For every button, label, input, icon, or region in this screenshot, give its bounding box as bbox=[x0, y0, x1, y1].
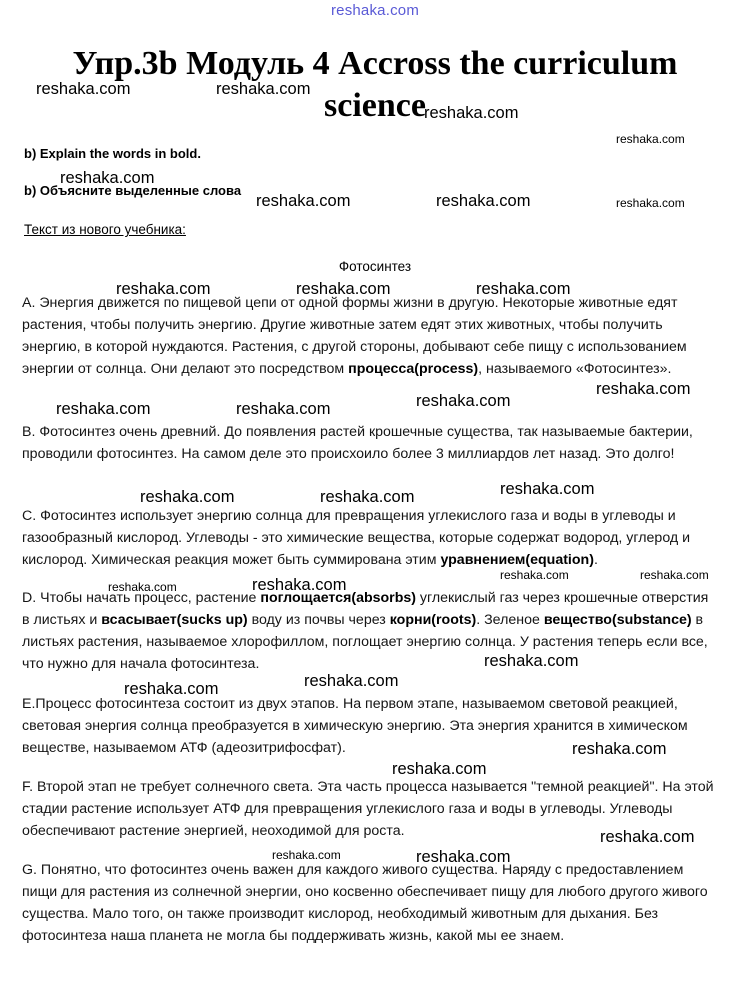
watermark: reshaka.com bbox=[600, 828, 695, 846]
paragraph-c bbox=[22, 505, 718, 571]
bold-term: уравнением(equation) bbox=[440, 552, 594, 568]
watermark: reshaka.com bbox=[256, 192, 351, 210]
watermark: reshaka.com bbox=[36, 80, 131, 98]
watermark: reshaka.com bbox=[304, 672, 399, 690]
paragraph-text: воду из почвы через bbox=[247, 612, 390, 628]
watermark: reshaka.com bbox=[124, 680, 219, 698]
watermark: reshaka.com bbox=[616, 132, 685, 146]
paragraph-text: E.Процесс фотосинтеза состоит из двух этапов. На первом этапе, называемом световой реакцией, световая энергия солнца преобразуется в химическую энергию. Эта энергия хранится в химическом веществе, называемом АТФ (адеозитрифосфат). bbox=[22, 696, 688, 756]
watermark: reshaka.com bbox=[60, 169, 155, 187]
watermark: reshaka.com bbox=[436, 192, 531, 210]
watermark: reshaka.com bbox=[616, 196, 685, 210]
watermark: reshaka.com bbox=[108, 580, 177, 594]
paragraph-text: C. Фотосинтез использует энергию солнца для превращения углекислого газа и воды в углеводы и газообразный кислород. Углеводы - это химические вещества, которые содержат водород, углерод и кислород. Химическая реакция может быть суммирована этим bbox=[22, 508, 691, 568]
watermark: reshaka.com bbox=[272, 848, 341, 862]
paragraph-a bbox=[22, 292, 718, 380]
watermark: reshaka.com bbox=[484, 652, 579, 670]
instruction-russian: b) Объясните выделенные слова bbox=[24, 183, 242, 198]
watermark: reshaka.com bbox=[252, 576, 347, 594]
bold-term: всасывает(sucks up) bbox=[101, 612, 248, 628]
paragraph-text: D. Чтобы начать процесс, растение bbox=[22, 590, 261, 606]
text-source-label: Текст из нового учебника: bbox=[24, 222, 186, 237]
bold-term: вещество(substance) bbox=[543, 612, 692, 628]
bold-term: корни(roots) bbox=[389, 612, 477, 628]
watermark: reshaka.com bbox=[640, 568, 709, 582]
paragraph-text: F. Второй этап не требует солнечного света. Эта часть процесса называется "темной реакцией". На этой стадии растение использует АТФ для превращения углекислого газа и воды в углеводы. Углеводы обеспечивают растение энергией, неоходимой для роста. bbox=[22, 779, 714, 839]
watermark: reshaka.com bbox=[596, 380, 691, 398]
page-title: Упр.3b Модуль 4 Accross the curriculum bbox=[72, 45, 678, 82]
paragraph-text: , называемого «Фотосинтез». bbox=[478, 361, 672, 377]
paragraph-text: G. Понятно, что фотосинтез очень важен для каждого живого существа. Наряду с предоставлением пищи для растения из солнечной энергии, оно косвенно обеспечивает пищу для любого другого живого существа. Мало того, он также производит кислород, необходимый животным для дыхания. Без фотосинтеза наша планета не могла бы поддерживать жизнь, какой мы ее знаем. bbox=[22, 862, 708, 944]
watermark: reshaka.com bbox=[572, 740, 667, 758]
watermark: reshaka.com bbox=[476, 280, 571, 298]
watermark: reshaka.com bbox=[500, 568, 569, 582]
watermark: reshaka.com bbox=[320, 488, 415, 506]
paragraph-g bbox=[22, 859, 718, 947]
watermark: reshaka.com bbox=[236, 400, 331, 418]
paragraph-text: в листьях растения, называемое хлорофиллом, поглощает энергию солнца. У растения теперь если все, что нужно для начала фотосинтеза. bbox=[22, 612, 708, 672]
paragraph-text: A. Энергия движется по пищевой цепи от одной формы жизни в другую. Некоторые животные едят растения, чтобы получить энергию. Другие животные затем едят этих животных, чтобы получить энергию, в которой нуждаются. Растения, с другой стороны, добывают себе пищу с использованием энергии от солнца. Они делают это посредством bbox=[22, 295, 687, 377]
watermark: reshaka.com bbox=[416, 392, 511, 410]
paragraph-d bbox=[22, 587, 718, 675]
watermark: reshaka.com bbox=[140, 488, 235, 506]
watermark: reshaka.com bbox=[500, 480, 595, 498]
watermark: reshaka.com bbox=[116, 280, 211, 298]
site-link[interactable]: reshaka.com bbox=[330, 2, 420, 19]
watermark: reshaka.com bbox=[216, 80, 311, 98]
bold-term: процесса(process) bbox=[348, 361, 479, 377]
paragraph-b bbox=[22, 421, 718, 465]
article-heading: Фотосинтез bbox=[338, 259, 412, 274]
bold-term: поглощается(absorbs) bbox=[260, 590, 416, 606]
page-title-second-line: science bbox=[324, 87, 426, 124]
instruction-english: b) Explain the words in bold. bbox=[24, 146, 201, 161]
watermark: reshaka.com bbox=[392, 760, 487, 778]
paragraph-text: . bbox=[593, 552, 598, 568]
paragraph-text: . Зеленое bbox=[476, 612, 544, 628]
watermark: reshaka.com bbox=[424, 104, 519, 122]
watermark: reshaka.com bbox=[416, 848, 511, 866]
paragraph-text: углекислый газ через крошечные отверстия в листьях и bbox=[22, 590, 709, 628]
watermark: reshaka.com bbox=[56, 400, 151, 418]
watermark: reshaka.com bbox=[296, 280, 391, 298]
paragraph-text: B. Фотосинтез очень древний. До появления растей крошечные существа, так называемые бактерии, проводили фотосинтез. На самом деле это происхоило более 3 миллиардов лет назад. Это долго! bbox=[22, 424, 693, 462]
